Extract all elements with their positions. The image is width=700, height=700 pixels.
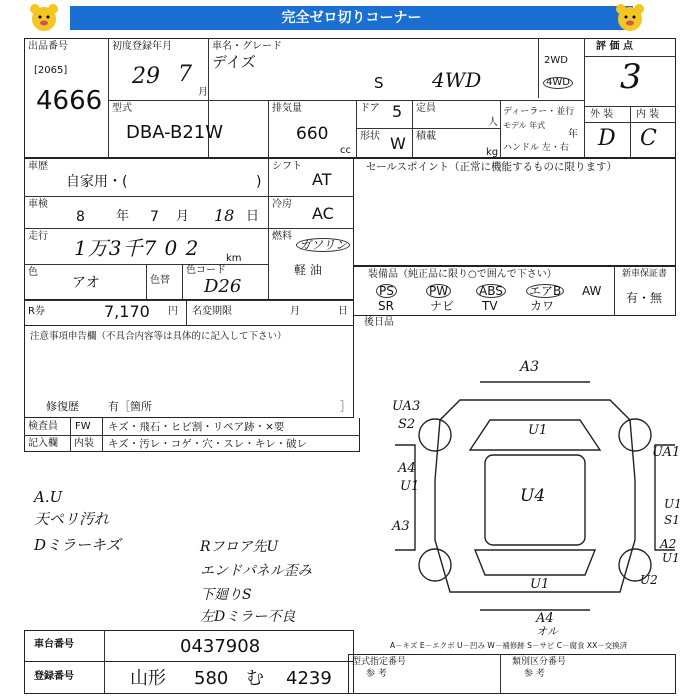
equipment-label: 装備品（純正品に限り○で囲んで下さい） <box>368 269 557 280</box>
exterior-grade: D <box>598 126 616 151</box>
inspection-month: 7 <box>150 209 159 225</box>
body: W <box>390 134 406 153</box>
note-right-3: 左Dミラー不良 <box>200 609 296 625</box>
interior-row-label: 内装 <box>74 438 94 449</box>
score: 3 <box>620 57 642 97</box>
recycle-amount: 7,170 <box>104 302 150 321</box>
mark-u2: U2 <box>640 573 658 587</box>
grade: S <box>374 74 384 92</box>
transfer-month-unit: 月 <box>290 306 300 317</box>
capacity-unit: 人 <box>488 117 498 128</box>
note-left-1: 天ペリ汚れ <box>34 510 110 528</box>
color-code: D26 <box>204 276 242 297</box>
plate-number: 4239 <box>286 668 332 689</box>
body-label: 形状 <box>360 131 380 142</box>
vehicle-info-box <box>24 38 676 158</box>
transfer-day-unit: 日 <box>338 306 348 317</box>
mascot-bear-left-icon <box>26 3 62 33</box>
doors: 5 <box>392 102 403 121</box>
declaration-label: 注意事項申告欄（不具合内容等は具体的に記入して下さい） <box>30 331 287 342</box>
mileage: 1万3千7 0 2 <box>74 236 200 260</box>
history-close: ) <box>256 174 262 190</box>
warranty-label: 新車保証書 <box>622 269 668 279</box>
mark-a2: A2 <box>660 537 677 551</box>
fw-label: FW <box>75 421 91 432</box>
plate-class: 580 <box>194 668 229 689</box>
mark-a3-top: A3 <box>520 359 540 375</box>
repair-value: 有［箇所 <box>108 400 152 413</box>
damage-legend: A－キズ E－エクボ U－凹み W－補修跡 S－サビ C－腐食 XX－交換済 <box>390 641 628 650</box>
registration-year: 29 <box>132 64 160 89</box>
equip-pw: PW <box>426 284 451 298</box>
ac: AC <box>312 204 334 223</box>
mascot-bear-right-icon <box>612 3 648 33</box>
mark-oru: オル <box>536 625 558 638</box>
type-ref-label: 参 考 <box>366 669 387 679</box>
mark-a3-left: A3 <box>392 519 410 534</box>
recycle-label: R券 <box>28 306 45 317</box>
color-code-label: 色コード <box>186 265 226 276</box>
load-label: 積載 <box>416 131 436 142</box>
load-unit: kg <box>486 147 499 158</box>
after-items-label: 後日品 <box>364 317 394 328</box>
inspection-label: 車検 <box>28 199 48 210</box>
equip-ps: PS <box>376 284 397 298</box>
exterior-label: 外 装 <box>590 109 614 120</box>
model-year-label: モデル 年式 <box>503 121 546 130</box>
banner-title: 完全ゼロ切りコーナー <box>70 6 633 30</box>
ac-label: 冷房 <box>272 199 292 210</box>
repair-close: ］ <box>340 400 351 413</box>
recycle-box <box>24 300 354 326</box>
mark-s1: S1 <box>664 513 680 527</box>
mark-u1-rear: U1 <box>530 577 550 592</box>
handle-label: ハンドル 左・右 <box>503 143 569 153</box>
mark-ua1: UA1 <box>652 445 681 460</box>
note-right-2: 下廻りS <box>200 587 252 603</box>
note-right-0: Rフロア先U <box>200 539 279 555</box>
interior-options: キズ・汚レ・コゲ・穴・スレ・キレ・破レ <box>108 438 308 450</box>
color-no-label: 色替 <box>150 275 170 286</box>
equip-tv: TV <box>482 299 498 313</box>
mark-a4-rear: A4 <box>536 611 554 626</box>
inspection-year: 8 <box>76 209 85 225</box>
interior-label: 内 装 <box>636 109 660 120</box>
inspection-month-unit: 月 <box>176 209 190 224</box>
lot-code: [2065] <box>34 65 68 76</box>
inspection-year-unit: 年 <box>116 209 130 224</box>
mark-u4: U4 <box>520 486 546 506</box>
month-unit: 月 <box>198 87 208 98</box>
lot-number: 4666 <box>36 86 103 116</box>
chassis-number: 0437908 <box>180 636 261 657</box>
mark-ua3: UA3 <box>392 399 421 414</box>
chassis-label: 車台番号 <box>34 639 74 650</box>
transfer-label: 名変期限 <box>192 306 232 317</box>
first-registration-label: 初度登録年月 <box>112 41 172 52</box>
sales-point-label: セールスポイント（正常に機能するものに限ります） <box>366 161 618 173</box>
equip-sr: SR <box>378 299 394 313</box>
car-name: デイズ <box>212 53 256 71</box>
entry-label: 記入欄 <box>28 438 58 449</box>
shift-label: シフト <box>272 161 302 172</box>
fw-options: キズ・飛石・ヒビ割・リペア跡・×要 <box>108 421 285 433</box>
model: DBA-B21W <box>126 122 224 143</box>
drive-2wd: 2WD <box>544 55 568 66</box>
year-unit: 年 <box>568 129 578 140</box>
plate-kana: む <box>246 668 264 689</box>
equip-airbag: エアB <box>526 284 564 298</box>
note-left-0: A.U <box>34 488 63 506</box>
equip-leather: カワ <box>530 299 555 313</box>
inspection-day-unit: 日 <box>246 209 260 224</box>
displacement-label: 排気量 <box>272 103 302 114</box>
mileage-unit: km <box>226 253 242 264</box>
plate-label: 登録番号 <box>34 671 74 682</box>
inspection-day: 18 <box>214 206 235 225</box>
mileage-label: 走行 <box>28 231 48 242</box>
note-right-1: エンドパネル歪み <box>200 563 312 579</box>
recycle-unit: 円 <box>168 306 178 317</box>
type-number-label: 型式指定番号 <box>352 657 407 667</box>
equip-abs: ABS <box>476 284 506 298</box>
mark-u1-rear-right: U1 <box>662 551 680 565</box>
drive-type: 4WD <box>432 68 482 92</box>
lot-number-label: 出品番号 <box>28 41 68 52</box>
registration-month: 7 <box>178 62 192 87</box>
mark-u1-roof: U1 <box>528 423 548 438</box>
car-name-label: 車名・グレード <box>212 41 282 52</box>
category-number-label: 類別区分番号 <box>512 657 567 667</box>
mark-a4-left: A4 <box>398 461 416 476</box>
inspector-label: 検査員 <box>28 421 58 432</box>
repair-label: 修復歴 <box>46 400 79 413</box>
displacement-unit: cc <box>340 145 351 156</box>
plate-prefecture: 山形 <box>130 668 166 689</box>
warranty-value: 有・無 <box>626 291 663 305</box>
history-label: 車歴 <box>28 161 48 172</box>
mark-s2: S2 <box>398 417 416 432</box>
capacity-label: 定員 <box>416 103 436 114</box>
history-value: 自家用・( <box>66 174 128 190</box>
color: アオ <box>72 275 100 291</box>
drive-4wd-circled: 4WD <box>543 77 573 89</box>
equip-navi: ナビ <box>430 299 455 313</box>
fuel-label: 燃料 <box>272 231 292 242</box>
score-label: 評 価 点 <box>596 41 633 52</box>
doors-label: ドア <box>360 103 380 114</box>
note-left-2: Dミラーキズ <box>34 536 121 554</box>
model-label: 型式 <box>112 103 132 114</box>
displacement: 660 <box>296 124 329 144</box>
sales-point-box <box>354 158 676 266</box>
fuel-gasoline-circled: ガソリン <box>296 238 350 252</box>
mark-u1-left: U1 <box>400 479 420 494</box>
fuel-diesel: 軽 油 <box>294 263 322 277</box>
equip-aw: AW <box>582 284 602 298</box>
shift: AT <box>312 170 332 189</box>
category-ref-label: 参 考 <box>524 669 545 679</box>
color-label: 色 <box>28 267 38 278</box>
interior-grade: C <box>640 126 657 151</box>
mark-u1-right: U1 <box>664 497 682 511</box>
dealer-label: ディーラー・並行 <box>503 107 575 117</box>
